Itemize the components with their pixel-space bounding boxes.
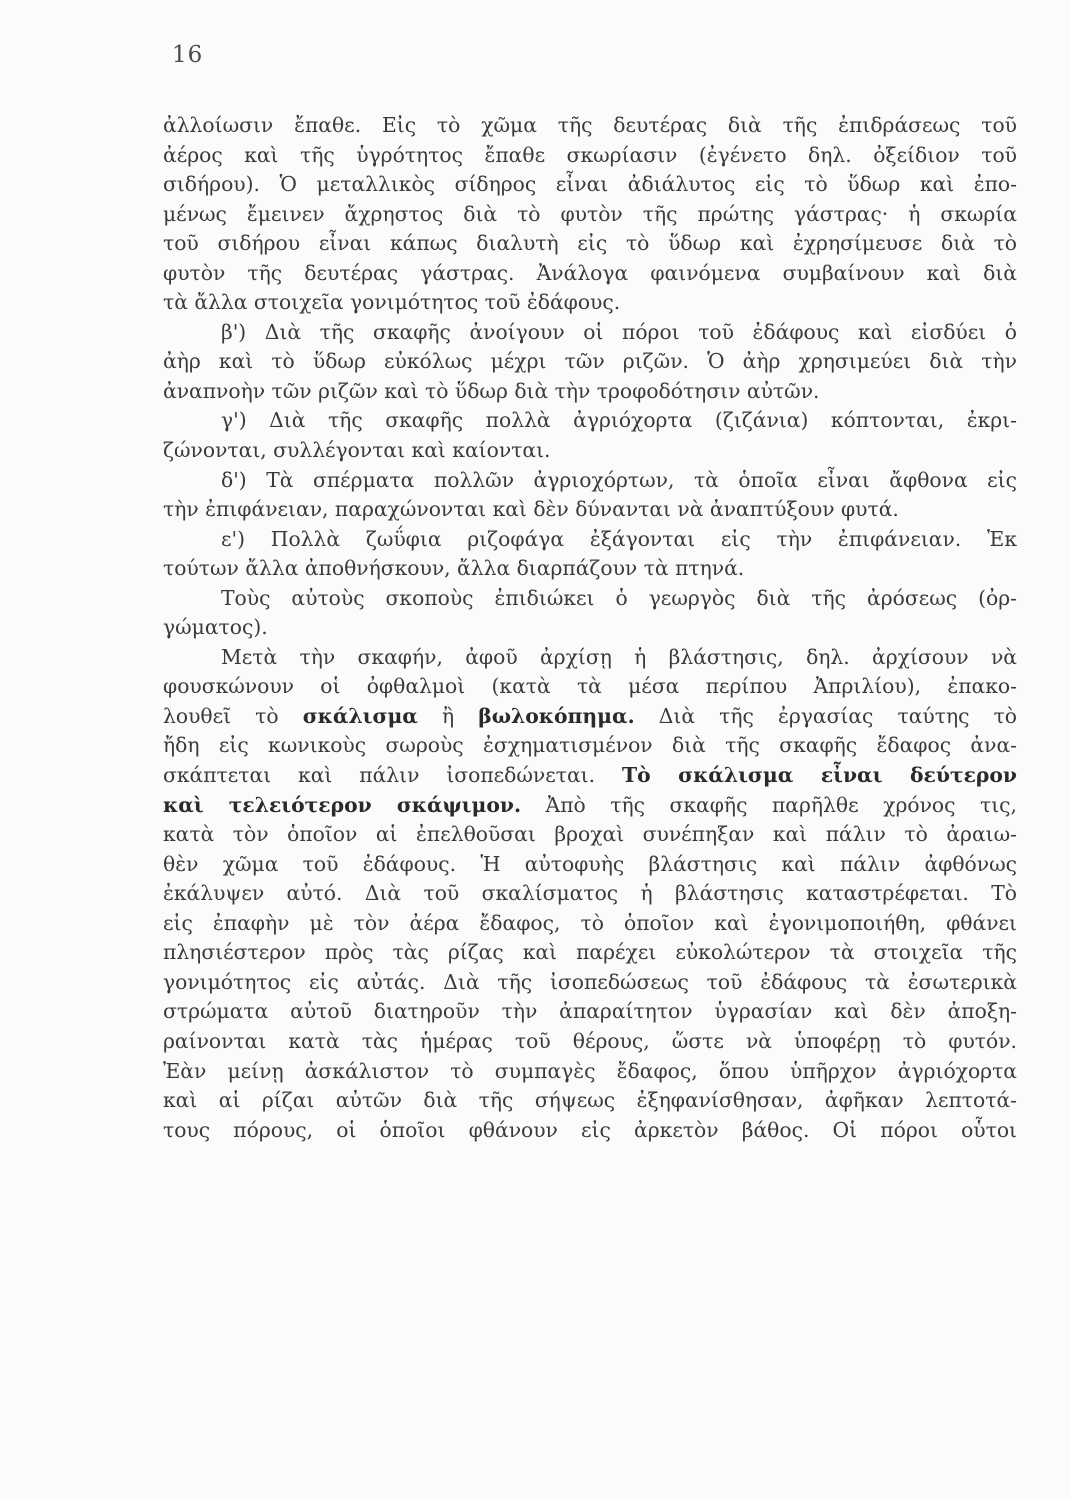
text-segment: ε') Πολλὰ ζωΰφια ριζοφάγα ἐξάγονται εἰς τὴν ἐπιφάνειαν. Ἐκ (221, 526, 1017, 551)
text-segment: κατὰ τὸν ὁποῖον αἱ ἐπελθοῦσαι βροχαὶ συνέπηξαν καὶ πάλιν τὸ ἀραιω- (163, 822, 1017, 847)
text-segment: τὰ ἄλλα στοιχεῖα γονιμότητος τοῦ ἐδάφους. (163, 290, 621, 315)
text-segment: φυτὸν τῆς δευτέρας γάστρας. Ἀνάλογα φαινόμενα συμβαίνουν καὶ διὰ (163, 260, 1017, 285)
text-line (163, 997, 1017, 1027)
text-line (163, 1086, 1017, 1116)
text-segment: καὶ αἱ ρίζαι αὐτῶν διὰ τῆς σήψεως ἐξηφανίσθησαν, ἀφῆκαν λεπτοτά- (163, 1088, 1017, 1113)
text-segment: ἀὴρ καὶ τὸ ὕδωρ εὐκόλως μέχρι τῶν ριζῶν. Ὁ ἀὴρ χρησιμεύει διὰ τὴν (163, 349, 1017, 374)
text-segment: φουσκώνουν οἱ ὀφθαλμοὶ (κατὰ τὰ μέσα περίπου Ἀπριλίου), ἐπακο- (163, 674, 1017, 699)
text-line (163, 820, 1017, 850)
text-segment: ἀναπνοὴν τῶν ριζῶν καὶ τὸ ὕδωρ διὰ τὴν τροφοδότησιν αὐτῶν. (163, 378, 820, 403)
text-segment: ραίνονται κατὰ τὰς ἡμέρας τοῦ θέρους, ὥστε νὰ ὑποφέρῃ τὸ φυτόν. (163, 1028, 1017, 1053)
bold-term: βωλοκόπημα. (478, 703, 635, 728)
text-line (163, 702, 1017, 732)
text-segment: λουθεῖ τὸ (163, 703, 303, 728)
text-segment: σιδήρου). Ὁ μεταλλικὸς σίδηρος εἶναι ἀδιάλυτος εἰς τὸ ὕδωρ καὶ ἐπο- (163, 172, 1017, 197)
text-line (163, 1057, 1017, 1087)
text-segment: πλησιέστερον πρὸς τὰς ρίζας καὶ παρέχει εὐκολώτερον τὰ στοιχεῖα τῆς (163, 940, 1017, 965)
text-line (163, 1027, 1017, 1057)
text-line (163, 1116, 1017, 1146)
text-line (163, 347, 1017, 377)
body-text (163, 111, 1017, 1145)
text-line (163, 436, 1017, 466)
text-segment: ἐκάλυψεν αὐτό. Διὰ τοῦ σκαλίσματος ἡ βλάστησις καταστρέφεται. Τὸ (163, 881, 1017, 906)
text-line (163, 761, 1017, 791)
text-line (163, 170, 1017, 200)
text-line (163, 377, 1017, 407)
text-line (163, 791, 1017, 821)
bold-term: καὶ τελειότερον σκάψιμον. (163, 792, 522, 817)
text-line (163, 288, 1017, 318)
text-segment: θὲν χῶμα τοῦ ἐδάφους. Ἡ αὐτοφυὴς βλάστησις καὶ πάλιν ἀφθόνως (163, 851, 1017, 876)
text-segment: Διὰ τῆς ἐργασίας ταύτης τὸ (634, 703, 1017, 728)
text-segment: τούτων ἄλλα ἀποθνήσκουν, ἄλλα διαρπάζουν τὰ πτηνά. (163, 556, 745, 581)
text-line (163, 584, 1017, 614)
text-line (163, 406, 1017, 436)
text-line (163, 613, 1017, 643)
bold-term: σκάλισμα (302, 703, 418, 728)
text-line (163, 909, 1017, 939)
text-line (163, 643, 1017, 673)
text-line (163, 229, 1017, 259)
text-line (163, 672, 1017, 702)
text-segment: ἤδη εἰς κωνικοὺς σωροὺς ἐσχηματισμένον διὰ τῆς σκαφῆς ἔδαφος ἀνα- (163, 733, 1017, 758)
text-line (163, 731, 1017, 761)
text-line (163, 111, 1017, 141)
text-line (163, 968, 1017, 998)
text-line (163, 141, 1017, 171)
text-line (163, 850, 1017, 880)
text-line (163, 525, 1017, 555)
text-segment: τὴν ἐπιφάνειαν, παραχώνονται καὶ δὲν δύνανται νὰ ἀναπτύξουν φυτά. (163, 497, 899, 522)
text-segment: ἢ (417, 703, 479, 728)
text-segment: γονιμότητος εἰς αὐτάς. Διὰ τῆς ἰσοπεδώσεως τοῦ ἐδάφους τὰ ἐσωτερικὰ (163, 969, 1017, 994)
text-line (163, 318, 1017, 348)
text-segment: ἀλλοίωσιν ἔπαθε. Εἰς τὸ χῶμα τῆς δευτέρας διὰ τῆς ἐπιδράσεως τοῦ (163, 113, 1017, 137)
text-segment: γώματος). (163, 615, 268, 640)
text-segment: εἰς ἐπαφὴν μὲ τὸν ἀέρα ἔδαφος, τὸ ὁποῖον καὶ ἐγονιμοποιήθη, φθάνει (163, 910, 1017, 935)
text-segment: ἀέρος καὶ τῆς ὑγρότητος ἔπαθε σκωρίασιν (ἐγένετο δηλ. ὀξείδιον τοῦ (163, 142, 1017, 167)
text-segment: β') Διὰ τῆς σκαφῆς ἀνοίγουν οἱ πόροι τοῦ ἐδάφους καὶ εἰσδύει ὁ (221, 319, 1017, 344)
text-segment: σκάπτεται καὶ πάλιν ἰσοπεδώνεται. (163, 763, 622, 788)
text-segment: μένως ἔμεινεν ἄχρηστος διὰ τὸ φυτὸν τῆς πρώτης γάστρας· ἡ σκωρία (163, 201, 1017, 226)
text-segment: τοῦ σιδήρου εἶναι κάπως διαλυτὴ εἰς τὸ ὕδωρ καὶ ἐχρησίμευσε διὰ τὸ (163, 231, 1017, 256)
text-line (163, 554, 1017, 584)
text-line (163, 879, 1017, 909)
text-line (163, 259, 1017, 289)
text-segment: τους πόρους, οἱ ὁποῖοι φθάνουν εἰς ἀρκετὸν βάθος. Οἱ πόροι οὗτοι (163, 1117, 1017, 1142)
text-segment: Ἀπὸ τῆς σκαφῆς παρῆλθε χρόνος τις, (521, 792, 1017, 817)
text-segment: Τοὺς αὐτοὺς σκοποὺς ἐπιδιώκει ὁ γεωργὸς διὰ τῆς ἀρόσεως (ὀρ- (221, 585, 1017, 610)
text-segment: γ') Διὰ τῆς σκαφῆς πολλὰ ἀγριόχορτα (ζιζάνια) κόπτονται, ἐκρι- (221, 408, 1017, 433)
text-line (163, 200, 1017, 230)
text-segment: Μετὰ τὴν σκαφήν, ἀφοῦ ἀρχίσῃ ἡ βλάστησις, δηλ. ἀρχίσουν νὰ (221, 644, 1017, 669)
text-segment: Ἐὰν μείνῃ ἀσκάλιστον τὸ συμπαγὲς ἔδαφος, ὅπου ὑπῆρχον ἀγριόχορτα (163, 1058, 1017, 1083)
text-line (163, 466, 1017, 496)
text-segment: στρώματα αὐτοῦ διατηροῦν τὴν ἀπαραίτητον ὑγρασίαν καὶ δὲν ἀποξη- (163, 999, 1017, 1024)
text-segment: ζώνονται, συλλέγονται καὶ καίονται. (163, 438, 551, 463)
text-line (163, 938, 1017, 968)
text-segment: δ') Τὰ σπέρματα πολλῶν ἀγριοχόρτων, τὰ ὁποῖα εἶναι ἄφθονα εἰς (221, 467, 1017, 492)
bold-term: Τὸ σκάλισμα εἶναι δεύτερον (621, 763, 1017, 788)
page-number: 16 (172, 42, 204, 68)
text-line (163, 495, 1017, 525)
